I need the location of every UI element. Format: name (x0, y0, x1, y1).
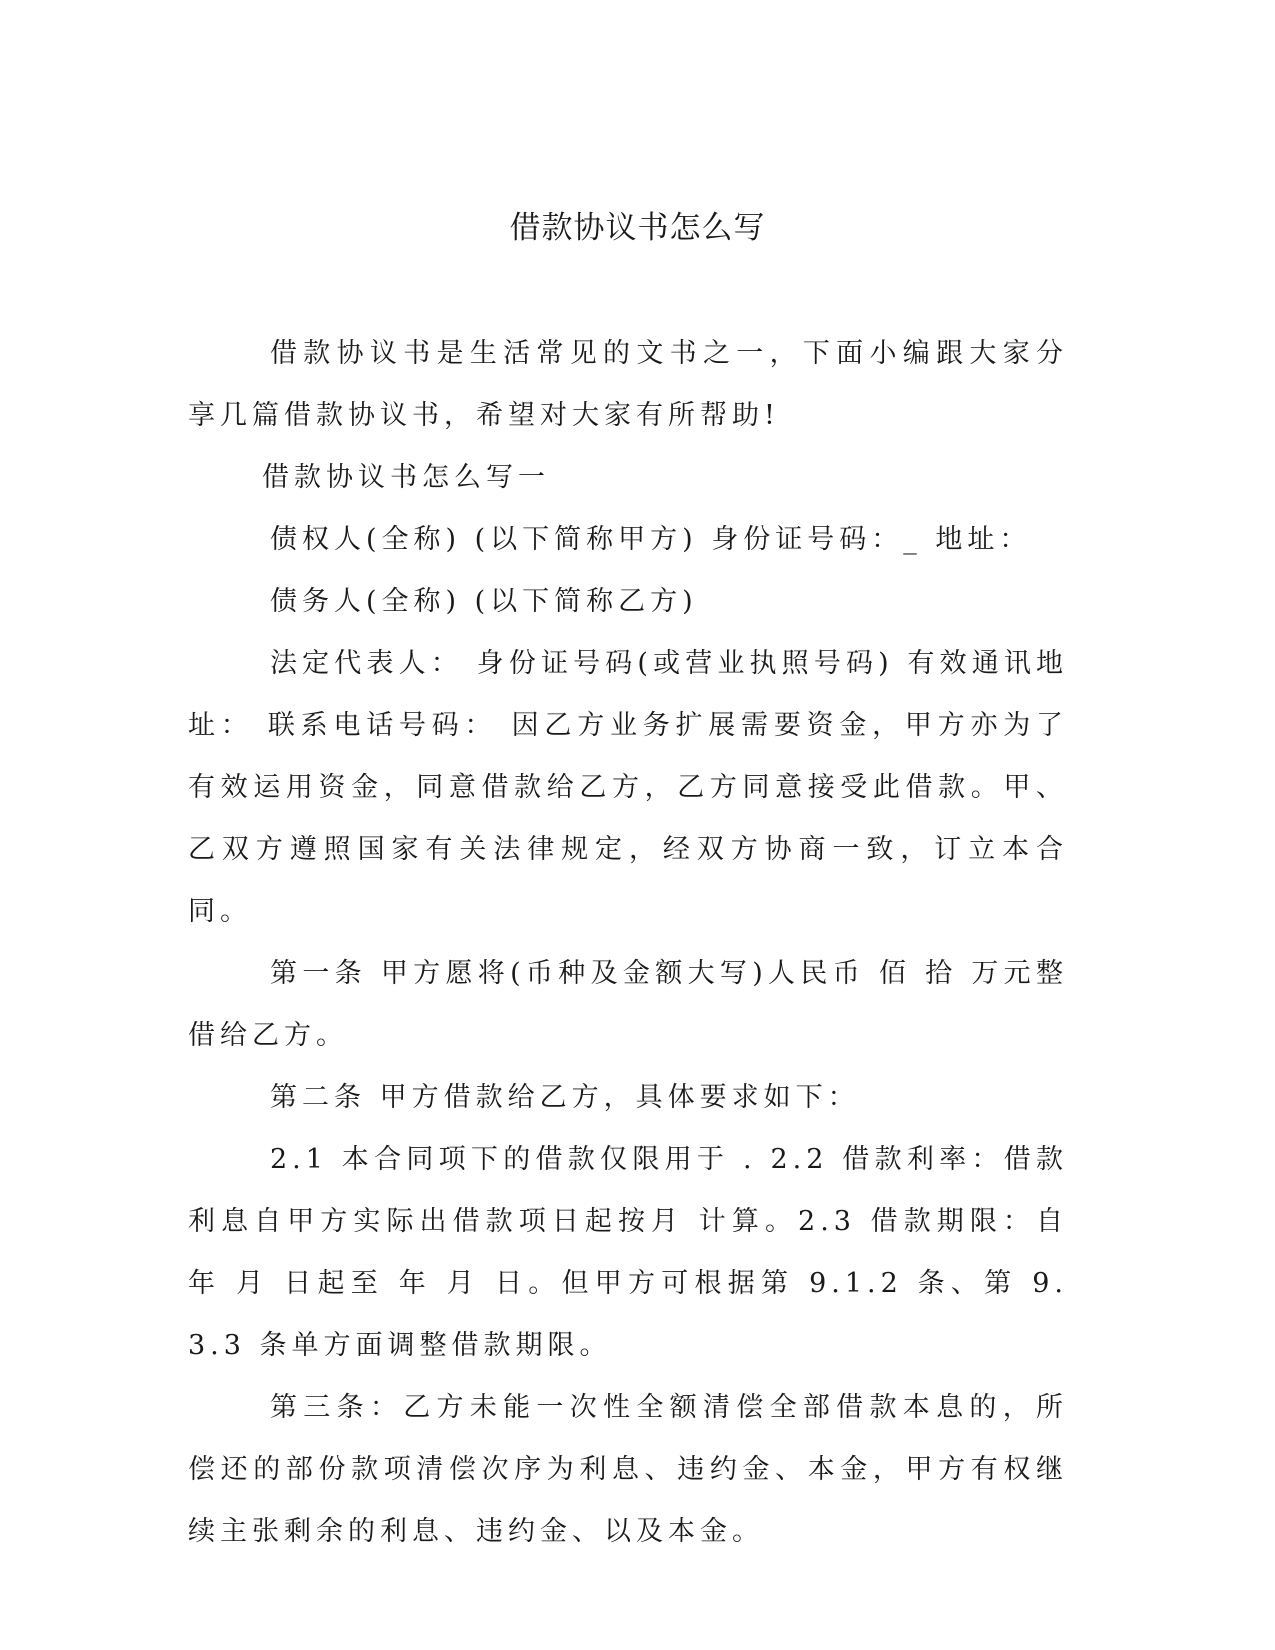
debtor-line: 债务人(全称) (以下简称乙方) (270, 586, 698, 617)
article-2-details: 2.1 本合同项下的借款仅限用于 . 2.2 借款利率：借款利息自甲方实际出借款项日起按月 计算。2.3 借款期限：自 年 月 日起至 年 月 日。但甲方可根据第 9.1.2 条、第 9.3.3 条单方面调整借款期限。 (188, 1144, 1068, 1361)
document-body (188, 323, 1068, 1563)
article-1: 第一条 甲方愿将(币种及金额大写)人民币 佰 拾 万元整借给乙方。 (188, 958, 1068, 1051)
article-3: 第三条：乙方未能一次性全额清偿全部借款本息的，所偿还的部份款项清偿次序为利息、违约金、本金，甲方有权继续主张剩余的利息、违约金、以及本金。 (188, 1392, 1068, 1547)
creditor-line: 债权人(全称) (以下简称甲方) 身份证号码：_ 地址： (270, 524, 1032, 555)
document-title: 借款协议书怎么写 (509, 210, 766, 246)
article-2: 第二条 甲方借款给乙方，具体要求如下： (270, 1082, 860, 1113)
intro-paragraph: 借款协议书是生活常见的文书之一，下面小编跟大家分享几篇借款协议书，希望对大家有所帮助! (188, 338, 1068, 431)
representative-paragraph: 法定代表人： 身份证号码(或营业执照号码) 有效通讯地址： 联系电话号码： 因乙方业务扩展需要资金，甲方亦为了有效运用资金，同意借款给乙方，乙方同意接受此借款。甲、乙双方遵照国家有关法律规定，经双方协商一致，订立本合同。 (188, 648, 1068, 927)
section-heading: 借款协议书怎么写一 (262, 462, 550, 493)
